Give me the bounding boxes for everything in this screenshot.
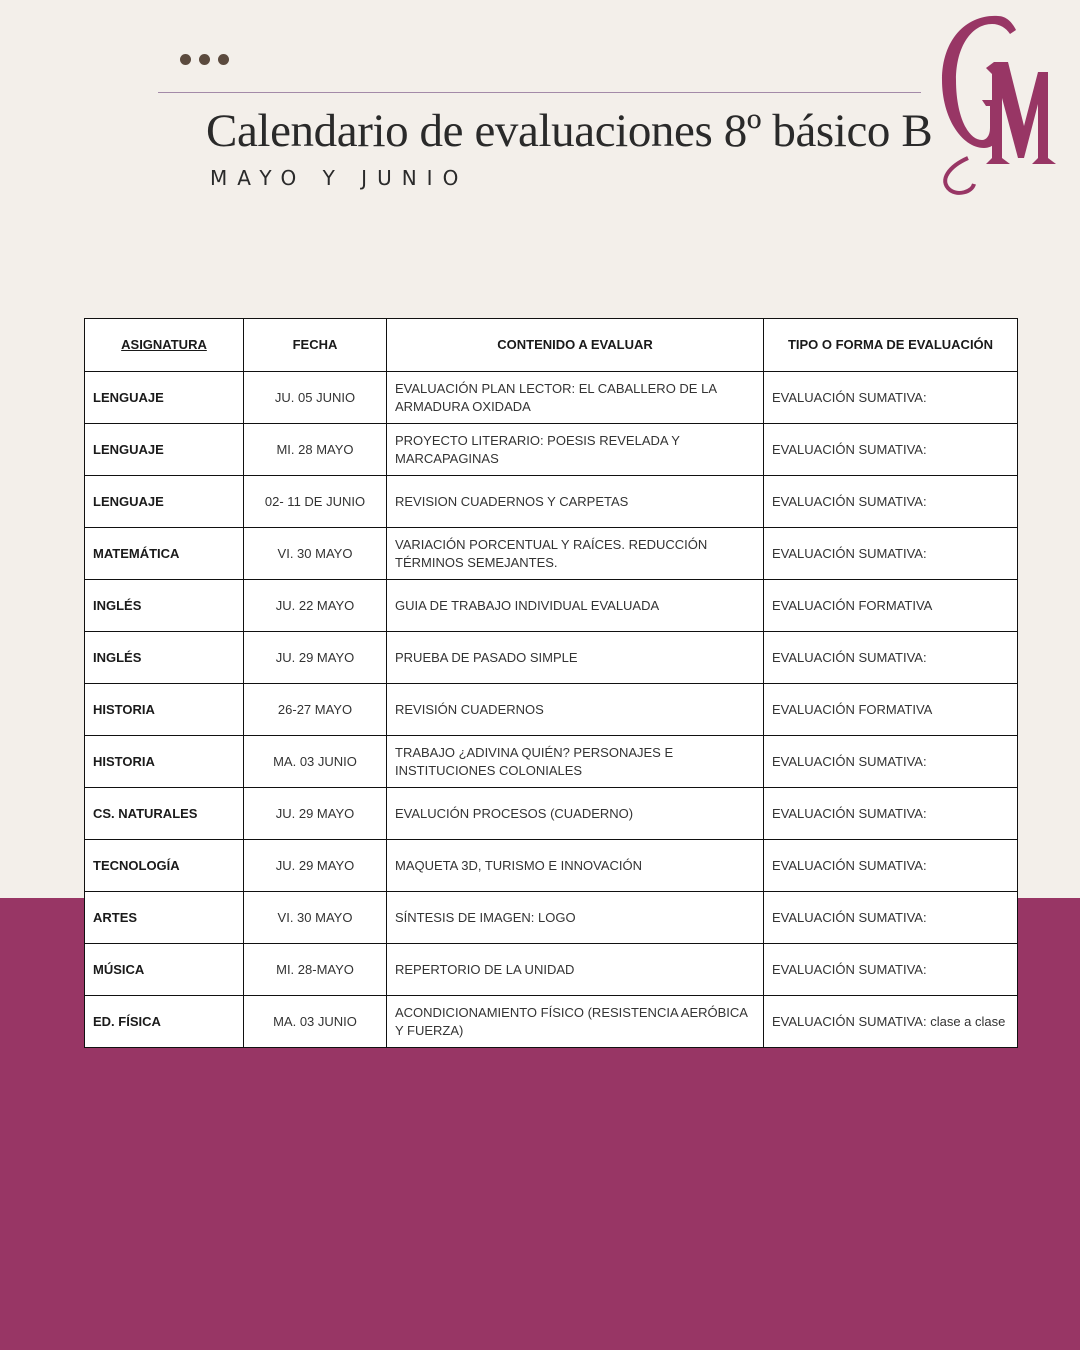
- cell-date: JU. 22 MAYO: [244, 580, 387, 632]
- cell-date: 26-27 MAYO: [244, 684, 387, 736]
- cell-subject: ED. FÍSICA: [85, 996, 244, 1048]
- cell-subject: HISTORIA: [85, 736, 244, 788]
- cell-subject: INGLÉS: [85, 580, 244, 632]
- cell-subject: TECNOLOGÍA: [85, 840, 244, 892]
- page-subtitle: MAYO Y JUNIO: [210, 166, 469, 190]
- cell-content: TRABAJO ¿ADIVINA QUIÉN? PERSONAJES E INSTITUCIONES COLONIALES: [387, 736, 764, 788]
- cell-content: GUIA DE TRABAJO INDIVIDUAL EVALUADA: [387, 580, 764, 632]
- table-row: [85, 840, 1018, 892]
- cell-date: MI. 28-MAYO: [244, 944, 387, 996]
- cell-subject: MATEMÁTICA: [85, 528, 244, 580]
- cell-content: ACONDICIONAMIENTO FÍSICO (RESISTENCIA AERÓBICA Y FUERZA): [387, 996, 764, 1048]
- table-row: [85, 580, 1018, 632]
- cell-date: JU. 05 JUNIO: [244, 372, 387, 424]
- cell-type: EVALUACIÓN SUMATIVA:: [764, 372, 1018, 424]
- table-row: [85, 996, 1018, 1048]
- table-row: [85, 684, 1018, 736]
- cell-date: JU. 29 MAYO: [244, 840, 387, 892]
- cell-content: REPERTORIO DE LA UNIDAD: [387, 944, 764, 996]
- cell-date: JU. 29 MAYO: [244, 632, 387, 684]
- cell-subject: INGLÉS: [85, 632, 244, 684]
- cell-subject: CS. NATURALES: [85, 788, 244, 840]
- cell-type: EVALUACIÓN SUMATIVA:: [764, 476, 1018, 528]
- cell-type: EVALUACIÓN FORMATIVA: [764, 580, 1018, 632]
- evaluation-calendar-table: [84, 318, 1018, 1048]
- table-header-row: [85, 319, 1018, 372]
- cell-date: MI. 28 MAYO: [244, 424, 387, 476]
- cell-subject: MÚSICA: [85, 944, 244, 996]
- cell-content: VARIACIÓN PORCENTUAL Y RAÍCES. REDUCCIÓN TÉRMINOS SEMEJANTES.: [387, 528, 764, 580]
- cell-content: REVISION CUADERNOS Y CARPETAS: [387, 476, 764, 528]
- column-header-type: TIPO O FORMA DE EVALUACIÓN: [764, 319, 1018, 372]
- cell-type: EVALUACIÓN SUMATIVA:: [764, 632, 1018, 684]
- cell-content: EVALUCIÓN PROCESOS (CUADERNO): [387, 788, 764, 840]
- table-row: [85, 944, 1018, 996]
- table-row: [85, 892, 1018, 944]
- cell-subject: LENGUAJE: [85, 424, 244, 476]
- cell-date: MA. 03 JUNIO: [244, 996, 387, 1048]
- decorative-dots: [180, 54, 229, 65]
- dot-icon: [199, 54, 210, 65]
- cell-type: EVALUACIÓN SUMATIVA:: [764, 944, 1018, 996]
- monogram-m-glyph: [986, 62, 1056, 164]
- table-row: [85, 632, 1018, 684]
- logo-flourish-icon: [945, 158, 974, 193]
- cell-content: MAQUETA 3D, TURISMO E INNOVACIÓN: [387, 840, 764, 892]
- column-header-subject: ASIGNATURA: [85, 319, 244, 372]
- cell-type: EVALUACIÓN SUMATIVA:: [764, 736, 1018, 788]
- cell-type: EVALUACIÓN SUMATIVA:: [764, 424, 1018, 476]
- school-monogram-logo: [928, 8, 1060, 198]
- column-header-date: FECHA: [244, 319, 387, 372]
- table-row: [85, 788, 1018, 840]
- cell-date: MA. 03 JUNIO: [244, 736, 387, 788]
- table-row: [85, 372, 1018, 424]
- cell-type: EVALUACIÓN SUMATIVA:: [764, 788, 1018, 840]
- cell-subject: HISTORIA: [85, 684, 244, 736]
- cell-type: EVALUACIÓN FORMATIVA: [764, 684, 1018, 736]
- column-header-content: CONTENIDO A EVALUAR: [387, 319, 764, 372]
- cell-content: REVISIÓN CUADERNOS: [387, 684, 764, 736]
- cell-subject: LENGUAJE: [85, 372, 244, 424]
- cell-date: VI. 30 MAYO: [244, 892, 387, 944]
- cell-type: EVALUACIÓN SUMATIVA:: [764, 528, 1018, 580]
- header-divider: [158, 92, 921, 93]
- cell-subject: ARTES: [85, 892, 244, 944]
- cell-type: EVALUACIÓN SUMATIVA:: [764, 840, 1018, 892]
- cell-content: PROYECTO LITERARIO: POESIS REVELADA Y MARCAPAGINAS: [387, 424, 764, 476]
- page-title: Calendario de evaluaciones 8º básico B: [206, 105, 933, 157]
- cell-date: JU. 29 MAYO: [244, 788, 387, 840]
- dot-icon: [180, 54, 191, 65]
- table-row: [85, 424, 1018, 476]
- table-row: [85, 736, 1018, 788]
- cell-date: VI. 30 MAYO: [244, 528, 387, 580]
- cell-content: PRUEBA DE PASADO SIMPLE: [387, 632, 764, 684]
- cell-subject: LENGUAJE: [85, 476, 244, 528]
- cell-content: SÍNTESIS DE IMAGEN: LOGO: [387, 892, 764, 944]
- cell-date: 02- 11 DE JUNIO: [244, 476, 387, 528]
- dot-icon: [218, 54, 229, 65]
- table-row: [85, 476, 1018, 528]
- cell-type: EVALUACIÓN SUMATIVA: clase a clase: [764, 996, 1018, 1048]
- table-row: [85, 528, 1018, 580]
- cell-type: EVALUACIÓN SUMATIVA:: [764, 892, 1018, 944]
- cell-content: EVALUACIÓN PLAN LECTOR: EL CABALLERO DE LA ARMADURA OXIDADA: [387, 372, 764, 424]
